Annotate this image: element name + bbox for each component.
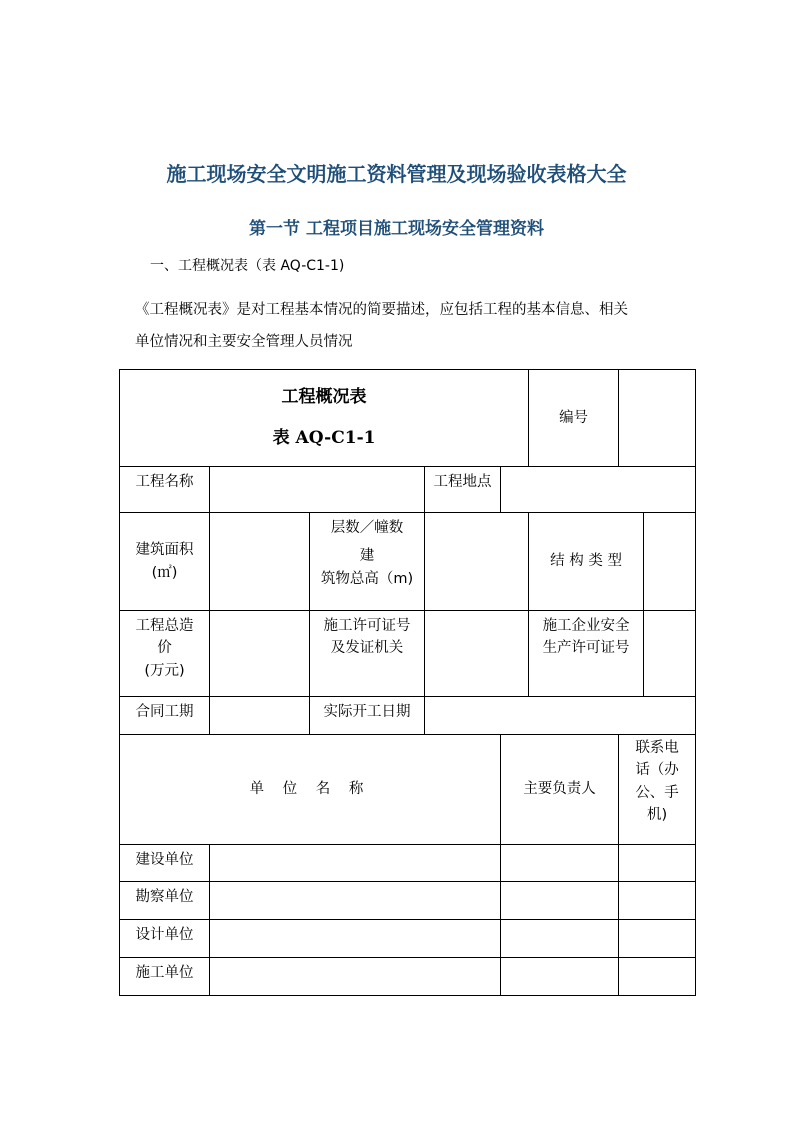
section-heading: 第一节 工程项目施工现场安全管理资料 (249, 219, 544, 239)
unit-label-survey: 勘察单位 (120, 882, 210, 920)
safety-license-label: 施工企业安全 (542, 618, 630, 634)
unit-name-cell[interactable] (210, 845, 501, 882)
total-cost-unit: (万元) (144, 662, 185, 679)
table-row (120, 958, 696, 996)
total-cost-label-cont: 价 (157, 640, 172, 657)
floors-height-label-cell (310, 513, 425, 611)
structure-type-value-cell[interactable] (644, 513, 696, 611)
permit-label-cont: 及发证机关 (330, 640, 404, 657)
building-area-value-cell[interactable] (210, 513, 310, 611)
leader-header: 主要负责人 (501, 735, 619, 845)
unit-name-header: 单 位 名 称 (120, 735, 501, 845)
floors-height-value-cell[interactable] (425, 513, 529, 611)
contact-header-cell (619, 735, 696, 845)
permit-label: 施工许可证号 (323, 618, 411, 634)
contact-header-line: 联系电 (635, 740, 679, 756)
safety-license-label-cont: 生产许可证号 (542, 640, 630, 657)
unit-contact-cell[interactable] (619, 958, 696, 996)
contract-period-label: 合同工期 (120, 697, 210, 735)
unit-label-contractor: 施工单位 (120, 958, 210, 996)
unit-contact-cell[interactable] (619, 920, 696, 958)
table-row (120, 697, 696, 735)
building-area-label: 建筑面积 (135, 542, 194, 559)
form-title: 工程概况表 (281, 387, 367, 408)
project-location-value-cell[interactable] (501, 467, 696, 513)
unit-label-design: 设计单位 (120, 920, 210, 958)
project-name-label: 工程名称 (120, 467, 210, 513)
table-row (120, 882, 696, 920)
total-cost-value-cell[interactable] (210, 611, 310, 697)
structure-type-label: 结 构 类 型 (529, 513, 644, 611)
project-name-value-cell[interactable] (210, 467, 425, 513)
number-label: 编号 (529, 370, 619, 467)
building-area-unit: (㎡) (151, 564, 178, 581)
total-cost-label-cell (120, 611, 210, 697)
actual-start-value-cell[interactable] (425, 697, 696, 735)
paragraph-line: 《工程概况表》是对工程基本情况的简要描述，应包括工程的基本信息、相关 (135, 302, 628, 318)
form-title-cell (120, 370, 529, 467)
height-label-cont: 筑物总高（m) (320, 570, 414, 587)
unit-leader-cell[interactable] (501, 920, 619, 958)
building-area-label-cell (120, 513, 210, 611)
unit-name-cell[interactable] (210, 958, 501, 996)
permit-label-cell (310, 611, 425, 697)
project-overview-table (119, 369, 696, 996)
contact-header-line: 公、手 (635, 784, 679, 801)
actual-start-label: 实际开工日期 (310, 697, 425, 735)
table-row (120, 370, 696, 467)
unit-label-construction: 建设单位 (120, 845, 210, 882)
total-cost-label: 工程总造 (135, 618, 194, 634)
contact-header-line: 话（办 (635, 762, 679, 779)
unit-name-cell[interactable] (210, 882, 501, 920)
unit-leader-cell[interactable] (501, 882, 619, 920)
document-title: 施工现场安全文明施工资料管理及现场验收表格大全 (166, 162, 627, 186)
unit-leader-cell[interactable] (501, 958, 619, 996)
contract-period-value-cell[interactable] (210, 697, 310, 735)
contact-header-line: 机) (646, 807, 668, 824)
table-row (120, 611, 696, 697)
permit-value-cell[interactable] (425, 611, 529, 697)
paragraph-line: 单位情况和主要安全管理人员情况 (135, 334, 353, 350)
unit-contact-cell[interactable] (619, 882, 696, 920)
safety-license-value-cell[interactable] (644, 611, 696, 697)
safety-license-label-cell (529, 611, 644, 697)
table-row (120, 845, 696, 882)
unit-leader-cell[interactable] (501, 845, 619, 882)
subheading: 一、工程概况表（表 AQ-C1-1) (150, 258, 345, 274)
table-row (120, 920, 696, 958)
floors-label: 层数／幢数 (330, 520, 404, 536)
unit-contact-cell[interactable] (619, 845, 696, 882)
unit-name-cell[interactable] (210, 920, 501, 958)
table-row (120, 467, 696, 513)
table-row (120, 513, 696, 611)
project-location-label: 工程地点 (425, 467, 501, 513)
number-value-cell[interactable] (619, 370, 696, 467)
height-label: 建 (359, 548, 375, 565)
table-row (120, 735, 696, 845)
form-code: 表 AQ-C1-1 (272, 428, 376, 448)
